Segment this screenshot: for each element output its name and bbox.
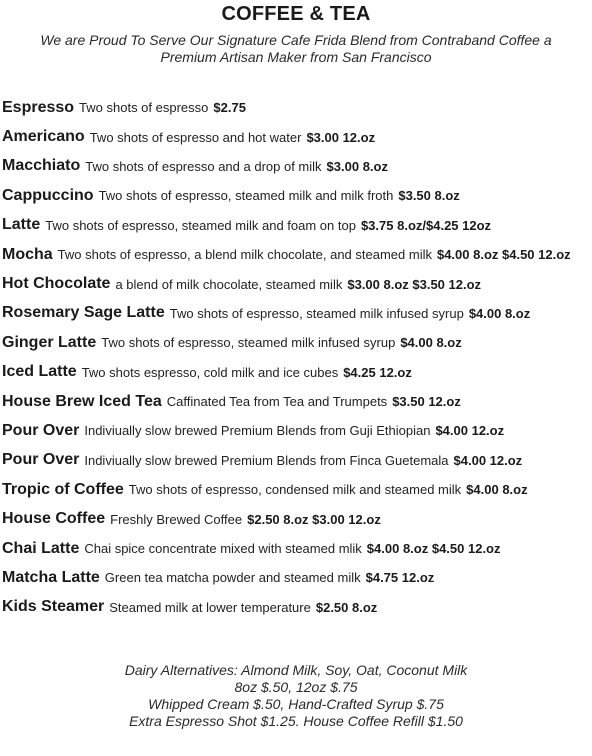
item-description: Indiviually slow brewed Premium Blends from Guji Ethiopian — [84, 423, 431, 439]
item-price: $2.50 8.oz $3.00 12.oz — [247, 511, 381, 527]
item-description: Caffinated Tea from Tea and Trumpets — [166, 394, 388, 410]
item-price: $3.50 8.oz — [398, 188, 460, 204]
menu-item — [2, 534, 590, 563]
item-name: Latte — [2, 216, 41, 234]
menu-title: COFFEE & TEA — [221, 3, 371, 25]
item-description: Two shots of espresso and a drop of milk — [85, 158, 322, 174]
item-name: Espresso — [2, 98, 75, 116]
item-name: Mocha — [2, 245, 53, 263]
item-description: Two shots of espresso, condensed milk and steamed milk — [128, 482, 462, 498]
menu-item — [2, 240, 590, 269]
item-name: Pour Over — [2, 451, 80, 469]
subtitle-line: We are Proud To Serve Our Signature Cafe Frida Blend from Contraband Coffee a — [40, 32, 552, 48]
extras-line: Whipped Cream $.50, Hand-Crafted Syrup $.75 — [148, 696, 444, 712]
menu-item — [2, 416, 590, 445]
item-description: Chai spice concentrate mixed with steamed mlik — [84, 541, 362, 557]
item-name: Rosemary Sage Latte — [2, 304, 165, 322]
menu-item — [2, 475, 590, 504]
menu-subtitle — [0, 32, 592, 66]
item-price: $3.00 8.oz $3.50 12.oz — [347, 276, 482, 292]
item-price: $4.00 8.oz $4.50 12.oz — [366, 541, 501, 557]
item-name: House Coffee — [2, 510, 106, 528]
menu-item — [2, 387, 590, 416]
menu-item — [2, 211, 590, 240]
menu-item — [2, 563, 590, 592]
item-name: Pour Over — [2, 421, 80, 439]
dairy-alternatives: Dairy Alternatives: Almond Milk, Soy, Oat, Coconut Milk — [124, 662, 468, 678]
item-price: $4.25 12.oz — [343, 364, 412, 380]
item-price: $3.75 8.oz/$4.25 12oz — [360, 217, 492, 233]
item-name: Chai Latte — [2, 539, 80, 557]
menu-item — [2, 593, 590, 622]
item-description: a blend of milk chocolate, steamed milk — [115, 276, 343, 292]
subtitle-line: Premium Artisan Maker from San Francisco — [160, 49, 432, 65]
menu-footer — [0, 662, 592, 730]
menu-item — [2, 269, 590, 298]
item-description: Two shots of espresso, steamed milk and foam on top — [45, 217, 356, 233]
item-price: $4.00 8.oz — [466, 482, 528, 498]
item-description: Two shots of espresso, steamed milk infused syrup — [101, 335, 396, 351]
item-description: Steamed milk at lower temperature — [109, 599, 311, 615]
item-name: Iced Latte — [2, 363, 77, 381]
item-price: $4.00 12.oz — [453, 452, 523, 468]
item-name: Cappuccino — [2, 186, 94, 204]
item-name: Matcha Latte — [2, 568, 100, 586]
menu-item — [2, 122, 590, 151]
item-description: Indiviually slow brewed Premium Blends from Finca Guetemala — [84, 452, 449, 468]
item-price: $4.00 12.oz — [435, 423, 505, 439]
item-description: Two shots espresso, cold milk and ice cubes — [81, 364, 339, 380]
item-price: $2.75 — [213, 100, 246, 116]
menu-item — [2, 181, 590, 210]
item-description: Two shots of espresso, steamed milk and milk froth — [98, 188, 394, 204]
item-description: Green tea matcha powder and steamed milk — [104, 570, 361, 586]
item-price: $4.00 8.oz — [400, 335, 462, 351]
menu-item — [2, 358, 590, 387]
item-name: Kids Steamer — [2, 598, 105, 616]
item-price: $3.50 12.oz — [392, 394, 461, 410]
item-description: Freshly Brewed Coffee — [110, 511, 243, 527]
item-name: Tropic of Coffee — [2, 480, 124, 498]
item-name: House Brew Iced Tea — [2, 392, 162, 410]
menu-item — [2, 299, 590, 328]
extras-line: Extra Espresso Shot $1.25. House Coffee Refill $1.50 — [129, 713, 463, 729]
dairy-alternatives-prices: 8oz $.50, 12oz $.75 — [234, 679, 358, 695]
menu-item — [2, 152, 590, 181]
drink-menu-list — [2, 93, 590, 622]
menu-item — [2, 504, 590, 533]
menu-item — [2, 93, 590, 122]
item-description: Two shots of espresso, a blend milk chocolate, and steamed milk — [57, 247, 432, 263]
menu-item — [2, 446, 590, 475]
item-price: $3.00 8.oz — [326, 158, 388, 174]
item-price: $4.75 12.oz — [365, 570, 435, 586]
item-description: Two shots of espresso and hot water — [89, 129, 302, 145]
item-price: $4.00 8.oz $4.50 12.oz — [436, 247, 571, 263]
item-price: $3.00 12.oz — [306, 129, 376, 145]
item-name: Macchiato — [2, 157, 81, 175]
item-description: Two shots of espresso, steamed milk infused syrup — [169, 305, 464, 321]
item-name: Americano — [2, 128, 85, 146]
item-description: Two shots of espresso — [79, 100, 209, 116]
item-name: Hot Chocolate — [2, 275, 111, 293]
item-price: $4.00 8.oz — [468, 305, 531, 321]
item-name: Ginger Latte — [2, 333, 97, 351]
menu-item — [2, 328, 590, 357]
item-price: $2.50 8.oz — [315, 599, 378, 615]
